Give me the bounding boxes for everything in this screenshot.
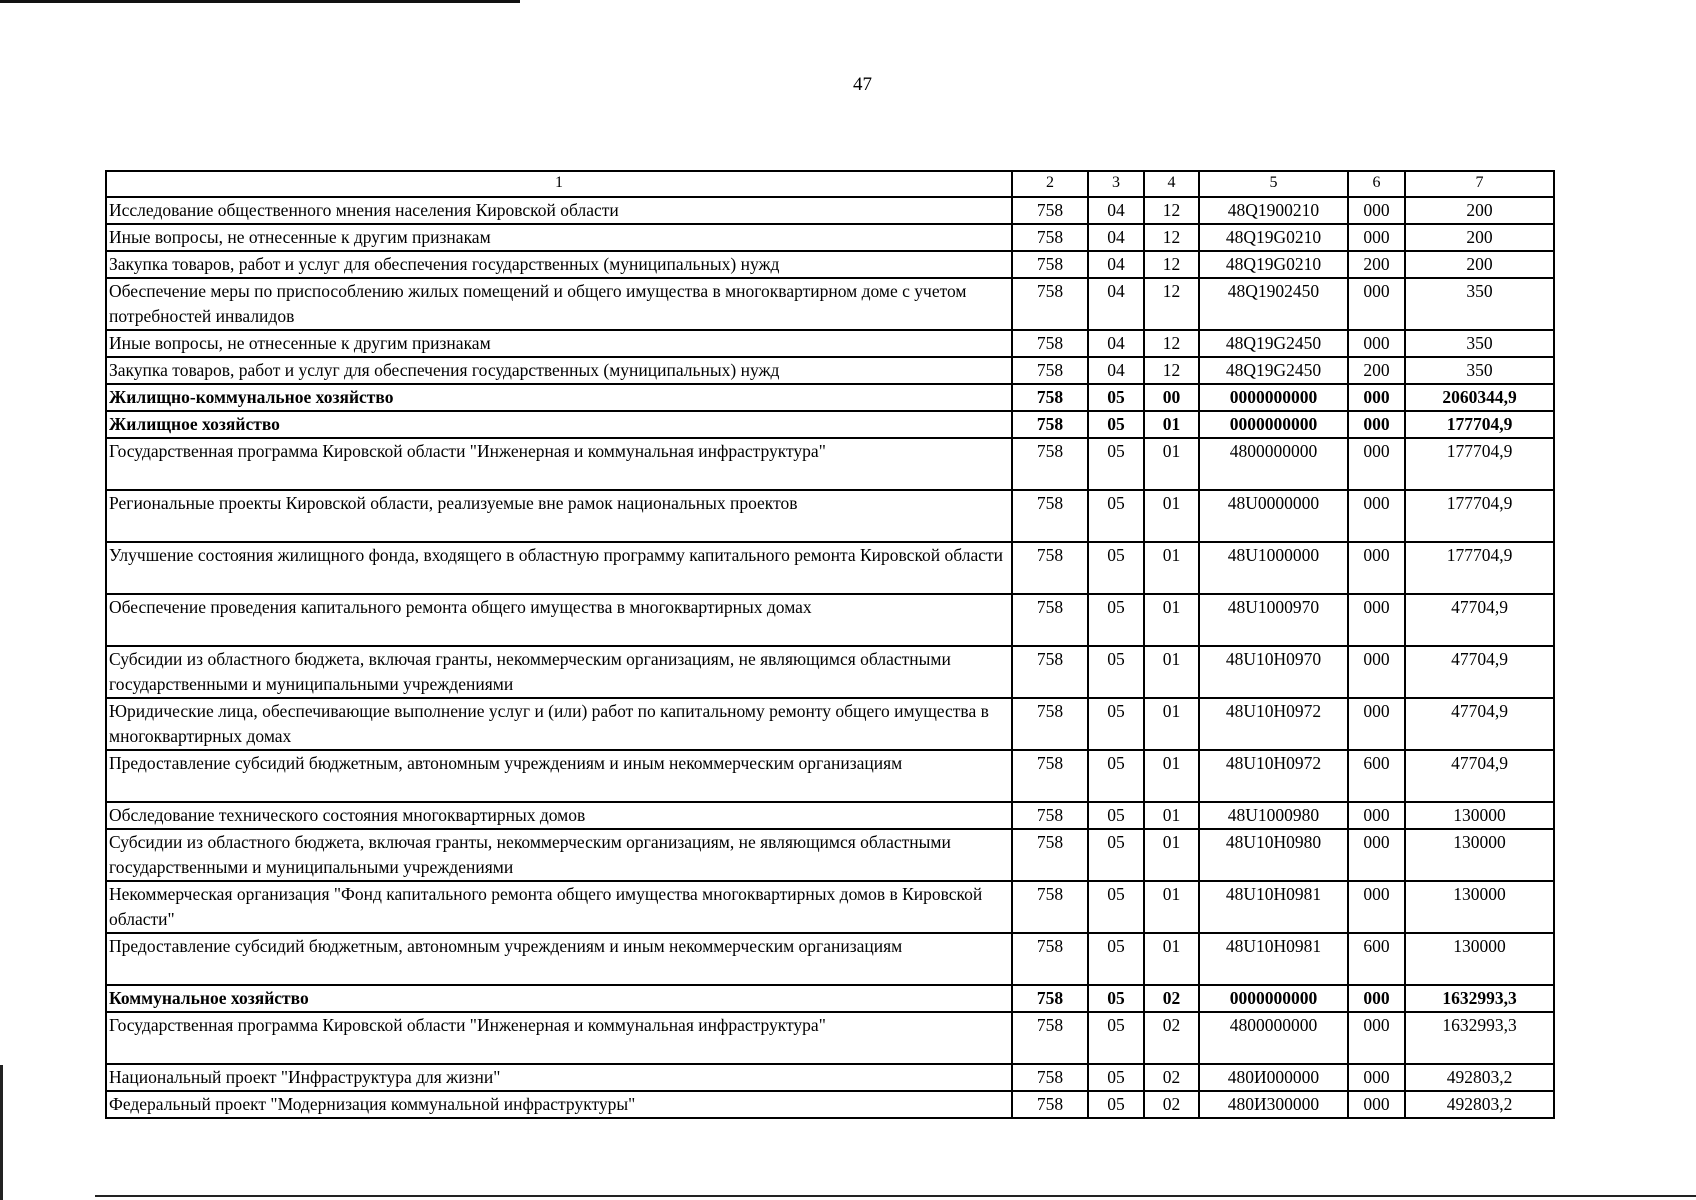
- row-name-cell: Предоставление субсидий бюджетным, автономным учреждениям и иным некоммерческим организациям: [106, 750, 1012, 802]
- ministry-code-cell: 758: [1012, 933, 1088, 985]
- amount-cell: 2060344,9: [1405, 384, 1554, 411]
- section-code-cell: 05: [1088, 542, 1144, 594]
- subsection-code-cell: 01: [1144, 933, 1199, 985]
- row-name-cell: Жилищно-коммунальное хозяйство: [106, 384, 1012, 411]
- ministry-code-cell: 758: [1012, 594, 1088, 646]
- target-article-cell: 48U10H0981: [1199, 881, 1348, 933]
- subsection-code-cell: 12: [1144, 197, 1199, 224]
- table-row: [106, 411, 1554, 438]
- row-name-cell: Региональные проекты Кировской области, реализуемые вне рамок национальных проектов: [106, 490, 1012, 542]
- table-row: [106, 646, 1554, 698]
- amount-cell: 47704,9: [1405, 750, 1554, 802]
- row-name-cell: Обеспечение проведения капитального ремонта общего имущества в многоквартирных домах: [106, 594, 1012, 646]
- table-row: [106, 698, 1554, 750]
- section-code-cell: 05: [1088, 1091, 1144, 1118]
- amount-cell: 47704,9: [1405, 646, 1554, 698]
- amount-cell: 47704,9: [1405, 594, 1554, 646]
- expense-type-cell: 000: [1348, 224, 1405, 251]
- ministry-code-cell: 758: [1012, 646, 1088, 698]
- row-name-cell: Государственная программа Кировской области "Инженерная и коммунальная инфраструктура": [106, 1012, 1012, 1064]
- target-article-cell: 48U10H0970: [1199, 646, 1348, 698]
- column-header: 5: [1199, 171, 1348, 197]
- subsection-code-cell: 02: [1144, 1091, 1199, 1118]
- section-code-cell: 05: [1088, 594, 1144, 646]
- table-row: [106, 490, 1554, 542]
- table-row: [106, 542, 1554, 594]
- expense-type-cell: 600: [1348, 933, 1405, 985]
- ministry-code-cell: 758: [1012, 490, 1088, 542]
- expense-type-cell: 000: [1348, 542, 1405, 594]
- expense-type-cell: 200: [1348, 251, 1405, 278]
- expense-type-cell: 000: [1348, 490, 1405, 542]
- table-row: [106, 802, 1554, 829]
- target-article-cell: 48Q19G2450: [1199, 357, 1348, 384]
- row-name-cell: Улучшение состояния жилищного фонда, входящего в областную программу капитального ремонта Кировской области: [106, 542, 1012, 594]
- amount-cell: 177704,9: [1405, 438, 1554, 490]
- amount-cell: 350: [1405, 330, 1554, 357]
- amount-cell: 200: [1405, 197, 1554, 224]
- row-name-cell: Федеральный проект "Модернизация коммунальной инфраструктуры": [106, 1091, 1012, 1118]
- ministry-code-cell: 758: [1012, 224, 1088, 251]
- table-body: [106, 197, 1554, 1118]
- section-code-cell: 05: [1088, 438, 1144, 490]
- section-code-cell: 05: [1088, 646, 1144, 698]
- table-row: [106, 1091, 1554, 1118]
- expense-type-cell: 000: [1348, 330, 1405, 357]
- row-name-cell: Закупка товаров, работ и услуг для обеспечения государственных (муниципальных) нужд: [106, 357, 1012, 384]
- subsection-code-cell: 01: [1144, 881, 1199, 933]
- section-code-cell: 04: [1088, 357, 1144, 384]
- ministry-code-cell: 758: [1012, 357, 1088, 384]
- row-name-cell: Субсидии из областного бюджета, включая гранты, некоммерческим организациям, не являющимся областными государственными и муниципальными учреждениями: [106, 646, 1012, 698]
- ministry-code-cell: 758: [1012, 802, 1088, 829]
- expense-type-cell: 000: [1348, 438, 1405, 490]
- row-name-cell: Жилищное хозяйство: [106, 411, 1012, 438]
- target-article-cell: 48U0000000: [1199, 490, 1348, 542]
- row-name-cell: Субсидии из областного бюджета, включая гранты, некоммерческим организациям, не являющимся областными государственными и муниципальными учреждениями: [106, 829, 1012, 881]
- section-code-cell: 05: [1088, 490, 1144, 542]
- table-row: [106, 438, 1554, 490]
- amount-cell: 177704,9: [1405, 490, 1554, 542]
- amount-cell: 200: [1405, 251, 1554, 278]
- target-article-cell: 48Q1902450: [1199, 278, 1348, 330]
- table-row: [106, 1064, 1554, 1091]
- target-article-cell: 48Q19G0210: [1199, 251, 1348, 278]
- ministry-code-cell: 758: [1012, 881, 1088, 933]
- row-name-cell: Государственная программа Кировской области "Инженерная и коммунальная инфраструктура": [106, 438, 1012, 490]
- ministry-code-cell: 758: [1012, 750, 1088, 802]
- table-row: [106, 829, 1554, 881]
- amount-cell: 130000: [1405, 933, 1554, 985]
- subsection-code-cell: 12: [1144, 278, 1199, 330]
- expense-type-cell: 000: [1348, 698, 1405, 750]
- section-code-cell: 05: [1088, 698, 1144, 750]
- expense-type-cell: 000: [1348, 829, 1405, 881]
- row-name-cell: Юридические лица, обеспечивающие выполнение услуг и (или) работ по капитальному ремонту общего имущества в многоквартирных домах: [106, 698, 1012, 750]
- subsection-code-cell: 01: [1144, 594, 1199, 646]
- target-article-cell: 4800000000: [1199, 1012, 1348, 1064]
- subsection-code-cell: 01: [1144, 438, 1199, 490]
- expense-type-cell: 000: [1348, 278, 1405, 330]
- table-row: [106, 985, 1554, 1012]
- amount-cell: 47704,9: [1405, 698, 1554, 750]
- target-article-cell: 48U10H0972: [1199, 698, 1348, 750]
- target-article-cell: 480И000000: [1199, 1064, 1348, 1091]
- section-code-cell: 05: [1088, 1012, 1144, 1064]
- subsection-code-cell: 00: [1144, 384, 1199, 411]
- expense-type-cell: 000: [1348, 985, 1405, 1012]
- ministry-code-cell: 758: [1012, 698, 1088, 750]
- ministry-code-cell: 758: [1012, 1064, 1088, 1091]
- subsection-code-cell: 01: [1144, 698, 1199, 750]
- subsection-code-cell: 12: [1144, 330, 1199, 357]
- amount-cell: 350: [1405, 357, 1554, 384]
- section-code-cell: 04: [1088, 330, 1144, 357]
- row-name-cell: Обеспечение меры по приспособлению жилых помещений и общего имущества в многоквартирном доме с учетом потребностей инвалидов: [106, 278, 1012, 330]
- column-header: 2: [1012, 171, 1088, 197]
- table-row: [106, 1012, 1554, 1064]
- table-row: [106, 750, 1554, 802]
- amount-cell: 177704,9: [1405, 542, 1554, 594]
- column-header: 7: [1405, 171, 1554, 197]
- target-article-cell: 48U1000970: [1199, 594, 1348, 646]
- section-code-cell: 05: [1088, 985, 1144, 1012]
- column-header: 3: [1088, 171, 1144, 197]
- ministry-code-cell: 758: [1012, 438, 1088, 490]
- table-row: [106, 278, 1554, 330]
- amount-cell: 1632993,3: [1405, 1012, 1554, 1064]
- target-article-cell: 4800000000: [1199, 438, 1348, 490]
- row-name-cell: Закупка товаров, работ и услуг для обеспечения государственных (муниципальных) нужд: [106, 251, 1012, 278]
- row-name-cell: Исследование общественного мнения населения Кировской области: [106, 197, 1012, 224]
- scan-edge-top: [0, 0, 520, 3]
- table-row: [106, 224, 1554, 251]
- subsection-code-cell: 12: [1144, 357, 1199, 384]
- row-name-cell: Коммунальное хозяйство: [106, 985, 1012, 1012]
- scan-edge-bottom: [95, 1195, 1696, 1197]
- expense-type-cell: 000: [1348, 1012, 1405, 1064]
- target-article-cell: 48Q1900210: [1199, 197, 1348, 224]
- subsection-code-cell: 02: [1144, 985, 1199, 1012]
- section-code-cell: 05: [1088, 384, 1144, 411]
- expense-type-cell: 000: [1348, 384, 1405, 411]
- header-row: [106, 171, 1554, 197]
- ministry-code-cell: 758: [1012, 411, 1088, 438]
- target-article-cell: 48U1000000: [1199, 542, 1348, 594]
- table-row: [106, 933, 1554, 985]
- section-code-cell: 04: [1088, 197, 1144, 224]
- expense-type-cell: 000: [1348, 1064, 1405, 1091]
- target-article-cell: 48Q19G2450: [1199, 330, 1348, 357]
- expense-type-cell: 600: [1348, 750, 1405, 802]
- row-name-cell: Иные вопросы, не отнесенные к другим признакам: [106, 224, 1012, 251]
- subsection-code-cell: 01: [1144, 490, 1199, 542]
- amount-cell: 177704,9: [1405, 411, 1554, 438]
- ministry-code-cell: 758: [1012, 829, 1088, 881]
- section-code-cell: 04: [1088, 278, 1144, 330]
- section-code-cell: 05: [1088, 802, 1144, 829]
- row-name-cell: Иные вопросы, не отнесенные к другим признакам: [106, 330, 1012, 357]
- section-code-cell: 05: [1088, 1064, 1144, 1091]
- table-row: [106, 881, 1554, 933]
- column-header: 4: [1144, 171, 1199, 197]
- expense-type-cell: 000: [1348, 881, 1405, 933]
- subsection-code-cell: 02: [1144, 1012, 1199, 1064]
- subsection-code-cell: 01: [1144, 411, 1199, 438]
- section-code-cell: 05: [1088, 750, 1144, 802]
- target-article-cell: 0000000000: [1199, 411, 1348, 438]
- target-article-cell: 0000000000: [1199, 384, 1348, 411]
- scan-edge-left: [0, 1065, 3, 1200]
- section-code-cell: 05: [1088, 933, 1144, 985]
- expense-type-cell: 000: [1348, 594, 1405, 646]
- amount-cell: 200: [1405, 224, 1554, 251]
- expense-type-cell: 000: [1348, 802, 1405, 829]
- expense-type-cell: 000: [1348, 197, 1405, 224]
- amount-cell: 130000: [1405, 881, 1554, 933]
- ministry-code-cell: 758: [1012, 384, 1088, 411]
- expense-type-cell: 200: [1348, 357, 1405, 384]
- expense-type-cell: 000: [1348, 646, 1405, 698]
- ministry-code-cell: 758: [1012, 197, 1088, 224]
- amount-cell: 130000: [1405, 802, 1554, 829]
- subsection-code-cell: 01: [1144, 750, 1199, 802]
- amount-cell: 350: [1405, 278, 1554, 330]
- row-name-cell: Некоммерческая организация "Фонд капитального ремонта общего имущества многоквартирных домов в Кировской области": [106, 881, 1012, 933]
- subsection-code-cell: 01: [1144, 542, 1199, 594]
- budget-table: [105, 170, 1555, 1119]
- subsection-code-cell: 01: [1144, 829, 1199, 881]
- section-code-cell: 04: [1088, 251, 1144, 278]
- expense-type-cell: 000: [1348, 411, 1405, 438]
- target-article-cell: 48U1000980: [1199, 802, 1348, 829]
- target-article-cell: 48U10H0980: [1199, 829, 1348, 881]
- ministry-code-cell: 758: [1012, 1091, 1088, 1118]
- amount-cell: 492803,2: [1405, 1091, 1554, 1118]
- table-row: [106, 330, 1554, 357]
- table-row: [106, 357, 1554, 384]
- row-name-cell: Обследование технического состояния многоквартирных домов: [106, 802, 1012, 829]
- page-number: 47: [853, 74, 872, 95]
- table-row: [106, 384, 1554, 411]
- amount-cell: 492803,2: [1405, 1064, 1554, 1091]
- table-row: [106, 251, 1554, 278]
- target-article-cell: 48Q19G0210: [1199, 224, 1348, 251]
- ministry-code-cell: 758: [1012, 985, 1088, 1012]
- subsection-code-cell: 12: [1144, 224, 1199, 251]
- ministry-code-cell: 758: [1012, 542, 1088, 594]
- row-name-cell: Предоставление субсидий бюджетным, автономным учреждениям и иным некоммерческим организациям: [106, 933, 1012, 985]
- subsection-code-cell: 12: [1144, 251, 1199, 278]
- ministry-code-cell: 758: [1012, 330, 1088, 357]
- target-article-cell: 48U10H0972: [1199, 750, 1348, 802]
- target-article-cell: 0000000000: [1199, 985, 1348, 1012]
- expense-type-cell: 000: [1348, 1091, 1405, 1118]
- ministry-code-cell: 758: [1012, 278, 1088, 330]
- section-code-cell: 04: [1088, 224, 1144, 251]
- table-row: [106, 197, 1554, 224]
- row-name-cell: Национальный проект "Инфраструктура для жизни": [106, 1064, 1012, 1091]
- amount-cell: 130000: [1405, 829, 1554, 881]
- table-row: [106, 594, 1554, 646]
- ministry-code-cell: 758: [1012, 251, 1088, 278]
- target-article-cell: 48U10H0981: [1199, 933, 1348, 985]
- amount-cell: 1632993,3: [1405, 985, 1554, 1012]
- section-code-cell: 05: [1088, 829, 1144, 881]
- column-header: 1: [106, 171, 1012, 197]
- ministry-code-cell: 758: [1012, 1012, 1088, 1064]
- section-code-cell: 05: [1088, 881, 1144, 933]
- target-article-cell: 480И300000: [1199, 1091, 1348, 1118]
- subsection-code-cell: 02: [1144, 1064, 1199, 1091]
- subsection-code-cell: 01: [1144, 802, 1199, 829]
- subsection-code-cell: 01: [1144, 646, 1199, 698]
- section-code-cell: 05: [1088, 411, 1144, 438]
- column-header: 6: [1348, 171, 1405, 197]
